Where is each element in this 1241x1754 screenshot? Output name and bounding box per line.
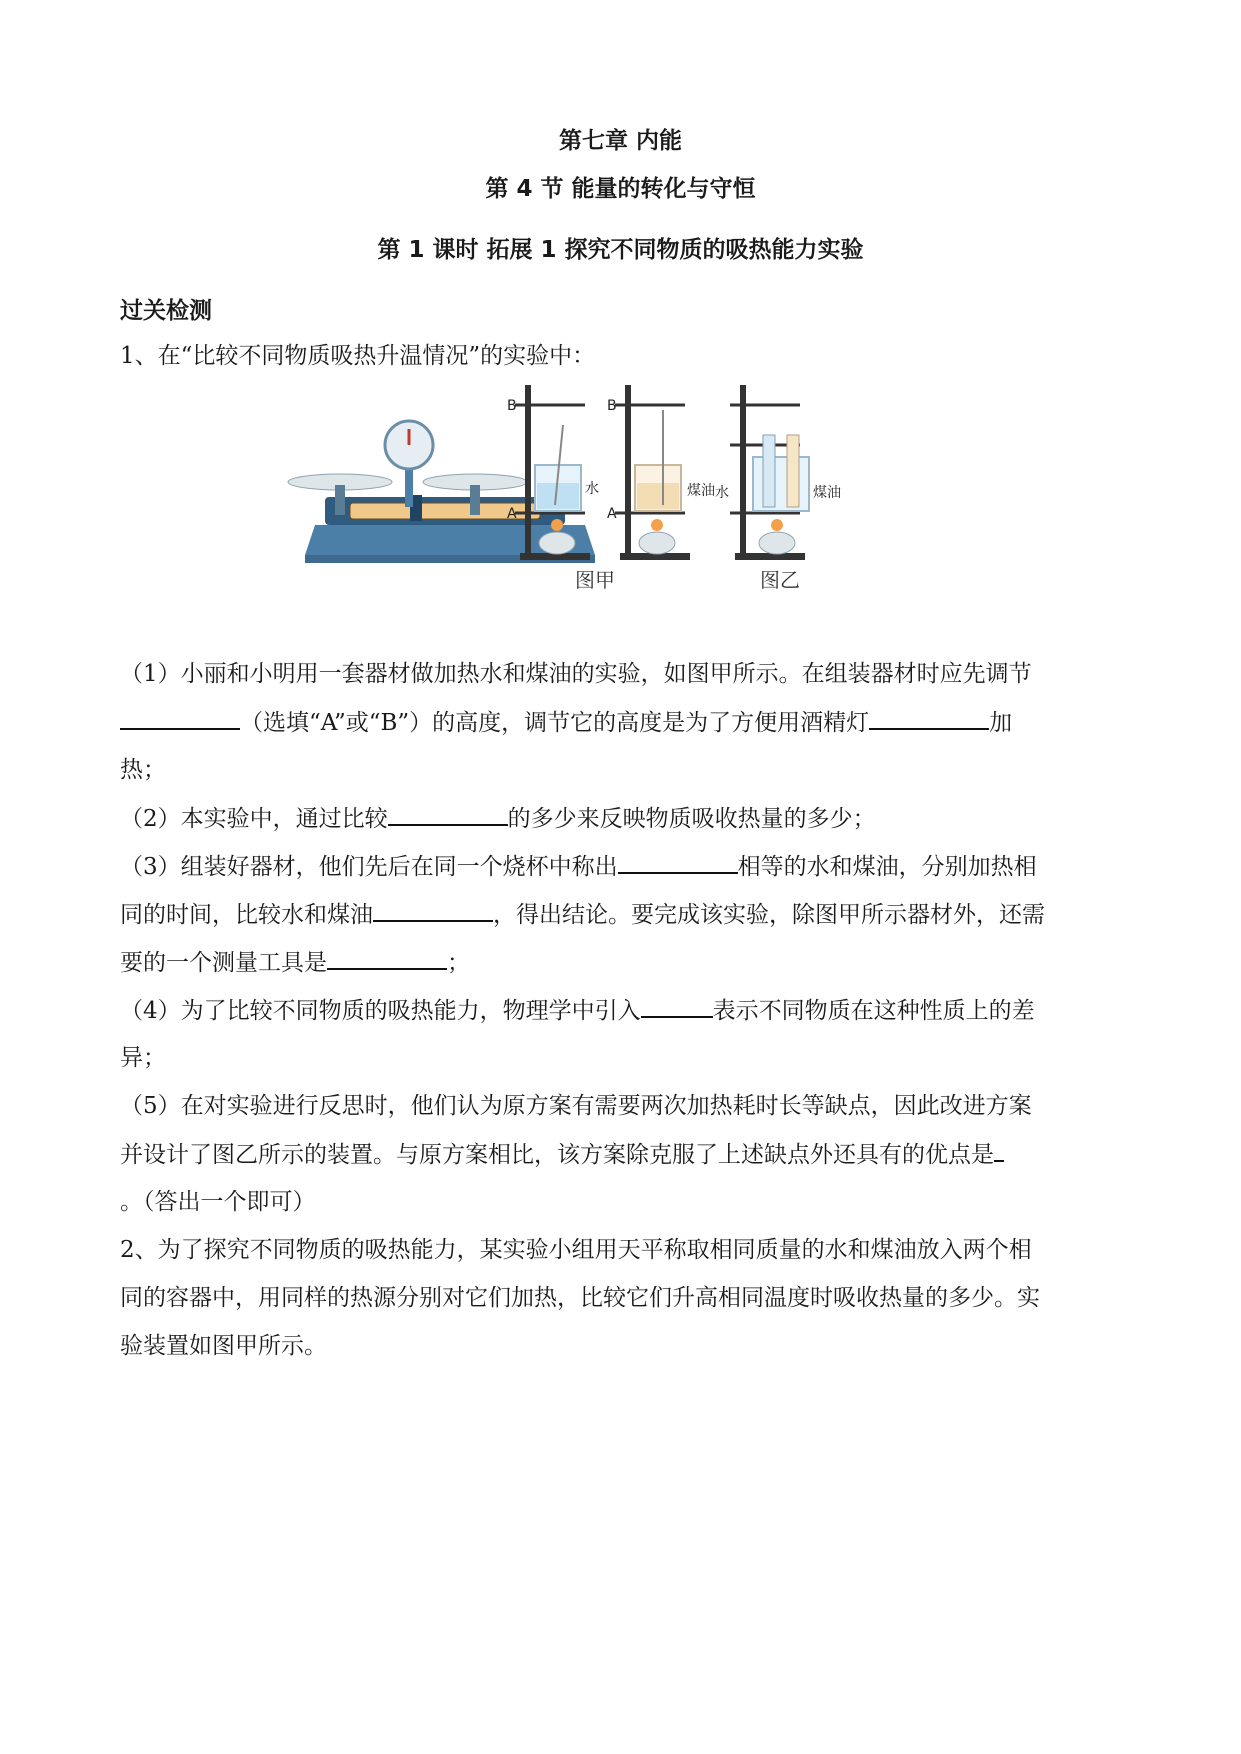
svg-text:图甲: 图甲 (575, 568, 615, 592)
svg-text:煤油: 煤油 (687, 483, 715, 499)
answer-blank-1[interactable] (120, 706, 240, 730)
stand-combined-icon (715, 385, 841, 592)
q1-part4-line2: 异； (120, 1045, 166, 1071)
answer-blank-3[interactable] (388, 802, 508, 826)
svg-text:水: 水 (715, 485, 729, 501)
answer-blank-8[interactable] (994, 1138, 1004, 1162)
answer-blank-4[interactable] (618, 850, 738, 874)
chapter-title: 第七章 内能 (558, 128, 682, 154)
lesson-title: 第 1 课时 拓展 1 探究不同物质的吸热能力实验 (377, 237, 864, 263)
svg-text:B: B (607, 398, 617, 414)
q1-part1-line3: 热； (120, 757, 166, 783)
question-2-line1: 2、为了探究不同物质的吸热能力，某实验小组用天平称取相同质量的水和煤油放入两个相 (120, 1237, 1032, 1263)
experiment-figure (285, 385, 955, 625)
svg-text:A: A (607, 506, 617, 522)
answer-blank-5[interactable] (373, 898, 493, 922)
q1-part5-line2: 并设计了图乙所示的装置。与原方案相比，该方案除克服了上述缺点外还具有的优点是 (120, 1138, 1125, 1171)
svg-text:A: A (507, 506, 517, 522)
q1-part3-line1: （3）组装好器材，他们先后在同一个烧杯中称出 相等的水和煤油，分别加热相 (120, 850, 1125, 883)
answer-blank-7[interactable] (641, 994, 713, 1018)
answer-blank-2[interactable] (869, 706, 989, 730)
question-1-stem: 1、在“比较不同物质吸热升温情况”的实验中： (120, 343, 596, 369)
svg-text:水: 水 (585, 481, 599, 497)
svg-text:B: B (507, 398, 517, 414)
svg-text:图乙: 图乙 (760, 568, 800, 592)
question-2-line2: 同的容器中，用同样的热源分别对它们加热，比较它们升高相同温度时吸收热量的多少。实 (120, 1285, 1040, 1311)
svg-text:煤油: 煤油 (813, 485, 841, 501)
q1-part5-line1: （5）在对实验进行反思时，他们认为原方案有需要两次加热耗时长等缺点，因此改进方案 (120, 1093, 1032, 1119)
q1-part4-line1: （4）为了比较不同物质的吸热能力，物理学中引入 表示不同物质在这种性质上的差 (120, 994, 1125, 1027)
q1-part3-line2: 同的时间，比较水和煤油 ，得出结论。要完成该实验，除图甲所示器材外，还需 (120, 898, 1125, 931)
q1-part1-line2: （选填“A”或“B”）的高度，调节它的高度是为了方便用酒精灯 加 (120, 706, 1125, 739)
q1-part1-line1: （1）小丽和小明用一套器材做加热水和煤油的实验，如图甲所示。在组装器材时应先调节 (120, 661, 1032, 687)
section-title: 第 4 节 能量的转化与守恒 (485, 176, 756, 202)
question-2-line3: 验装置如图甲所示。 (120, 1333, 327, 1359)
section-heading: 过关检测 (120, 298, 212, 324)
q1-part3-line3: 要的一个测量工具是 ； (120, 946, 1125, 979)
q1-part2-line: （2）本实验中，通过比较 的多少来反映物质吸收热量的多少； (120, 802, 1125, 835)
answer-blank-6[interactable] (327, 946, 447, 970)
q1-part5-line3: 。（答出一个即可） (120, 1189, 316, 1215)
